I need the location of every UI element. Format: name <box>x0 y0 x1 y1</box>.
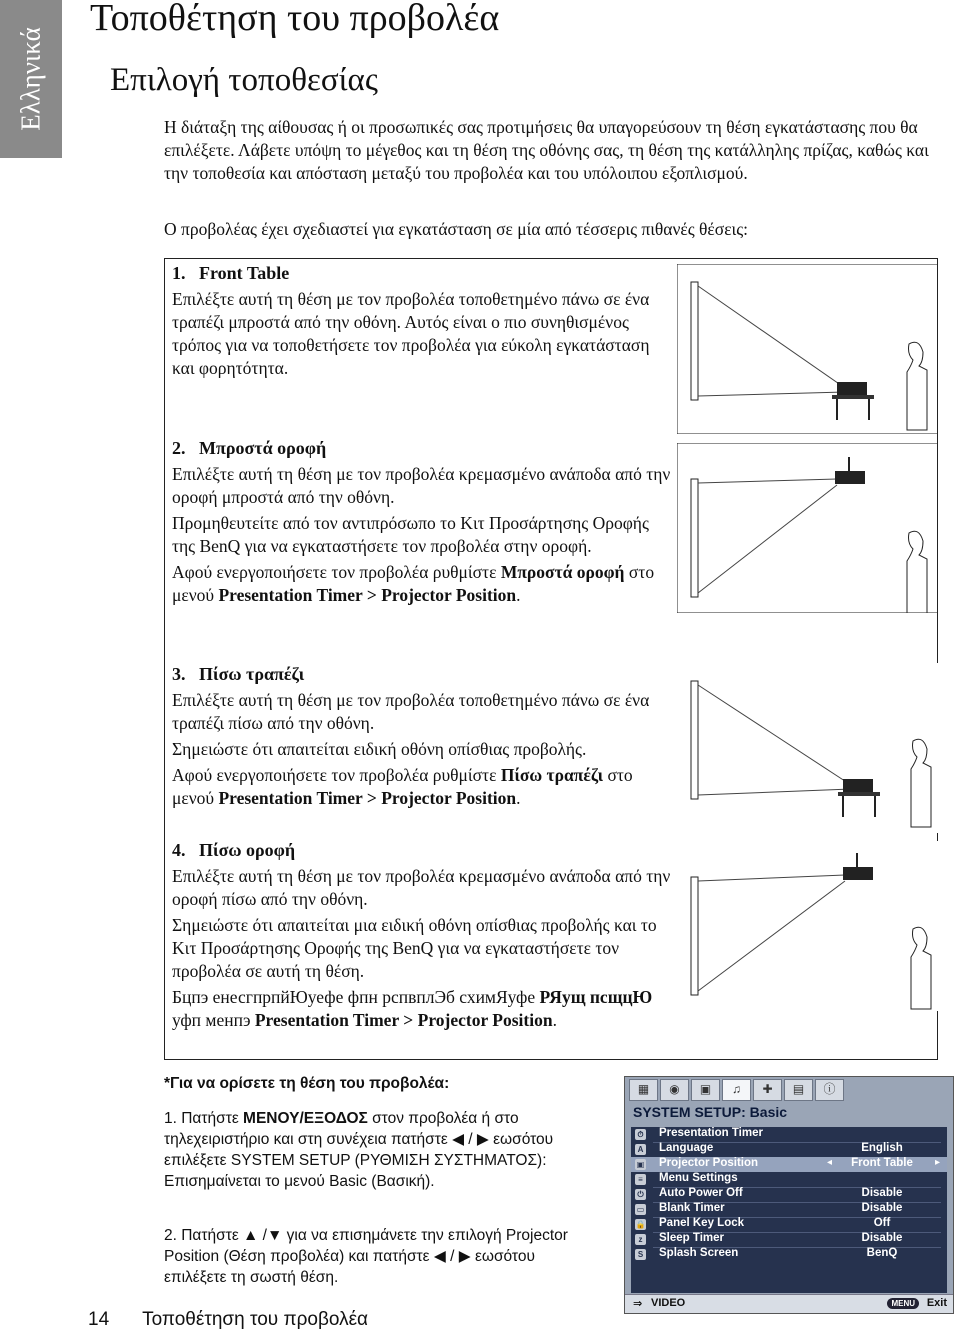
section-heading: 1. Front Table <box>172 263 290 283</box>
menu-key-icon[interactable]: MENU <box>887 1298 919 1309</box>
language-icon: A <box>635 1144 646 1155</box>
osd-row-presentation-timer[interactable]: ⏱ Presentation Timer <box>631 1127 947 1142</box>
front-ceiling-illustration <box>677 443 938 613</box>
osd-tab-system-advanced-icon[interactable]: ▤ <box>784 1079 813 1101</box>
section-front-ceiling <box>172 437 672 610</box>
section-heading: 2. Μπροστά οροφή <box>172 438 327 458</box>
rear-ceiling-illustration <box>677 841 938 1011</box>
right-arrow-icon[interactable]: ▸ <box>935 1157 941 1168</box>
section-subtitle: Επιλογή τοποθεσίας <box>110 62 378 98</box>
osd-list <box>631 1127 947 1293</box>
section-text: Επιλέξτε αυτή τη θέση με τον προβολέα τοποθετημένο πάνω σε ένα τραπέζι μπροστά από την οθόνη. Αυτός είναι ο πιο συνηθισμένος τρόπος για να τοποθετήσετε τον προβολέα για εύκολη εγκατάσταση και φορητότητα. <box>172 289 650 378</box>
projector-position-icon: ▣ <box>636 1160 645 1169</box>
sleep-icon: z <box>635 1234 646 1245</box>
blank-icon: ▭ <box>636 1205 645 1214</box>
section-text: Επιλέξτε αυτή τη θέση με τον προβολέα κρεμασμένο ανάποδα από την οροφή μπροστά από την οθόνη. <box>172 464 671 507</box>
osd-row-sleep-timer[interactable]: z Sleep Timer Disable <box>631 1232 947 1247</box>
section-heading: 4. Πίσω οροφή <box>172 840 296 860</box>
section-text: Σημειώστε ότι απαιτείται ειδική οθόνη οπίσθιας προβολής. <box>172 739 587 759</box>
osd-row-blank-timer[interactable]: ▭ Blank Timer Disable <box>631 1202 947 1217</box>
osd-row-language[interactable]: A Language English <box>631 1142 947 1157</box>
instructions-heading: *Για να ορίσετε τη θέση του προβολέα: <box>164 1075 450 1092</box>
front-table-illustration <box>677 264 938 434</box>
positions-intro: Ο προβολέας έχει σχεδιαστεί για εγκατάσταση σε μία από τέσσερις πιθανές θέσεις: <box>164 219 749 239</box>
osd-row-projector-position[interactable]: ▣ Projector Position ◂ Front Table ▸ <box>631 1157 947 1172</box>
section-text: Επιλέξτε αυτή τη θέση με τον προβολέα τοποθετημένο πάνω σε ένα τραπέζι πίσω από την οθόνη. <box>172 690 650 733</box>
osd-row-panel-key-lock[interactable]: 🔒 Panel Key Lock Off <box>631 1217 947 1232</box>
menu-settings-icon: ≡ <box>635 1174 646 1185</box>
osd-exit[interactable]: Exit <box>926 1297 947 1309</box>
osd-title: SYSTEM SETUP: Basic <box>633 1104 788 1120</box>
language-label: Ελληνικά <box>15 27 46 131</box>
osd-tabs <box>625 1077 953 1099</box>
osd-row-menu-settings[interactable]: ≡ Menu Settings <box>631 1172 947 1187</box>
lock-icon: 🔒 <box>635 1220 646 1229</box>
splash-icon: S <box>635 1249 646 1260</box>
page-number: 14 <box>88 1309 110 1330</box>
osd-tab-system-icon[interactable]: ♫ <box>722 1079 751 1101</box>
osd-tab-picture-icon[interactable]: ◉ <box>660 1079 689 1101</box>
osd-row-splash-screen[interactable]: S Splash Screen BenQ <box>631 1247 947 1262</box>
intro-paragraph: Η διάταξη της αίθουσας ή οι προσωπικές σας προτιμήσεις θα υπαγορεύσουν τη θέση εγκατάστασης που θα επιλέξετε. Λάβετε υπόψη το μέγεθος και τη θέση της οθόνης σας, τη θέση της κατάλληλης πρίζας, καθώς και την τοποθεσία και απόσταση μεταξύ του προβολέα και του υπόλοιπου εξοπλισμού. <box>164 117 929 183</box>
section-text: Σημειώστε ότι απαιτείται μια ειδική οθόνη οπίσθιας προβολής και το Κιτ Προσάρτησης Οροφής της BenQ για να εγκαταστήσετε τον προβολέα σε αυτή τη θέση. <box>172 915 657 981</box>
section-front-table <box>172 262 672 383</box>
rear-table-illustration <box>677 663 938 833</box>
section-instruction: Бцпэ енесгпрпйЮуефе фпн рспвплЭб схимЯуфе РЯущ псщцЮ уфп менпэ Presentation Timer > Projector Position. <box>172 987 653 1030</box>
page-footer <box>88 1309 368 1331</box>
left-arrow-icon[interactable]: ◂ <box>827 1157 833 1168</box>
section-rear-table <box>172 663 672 813</box>
page-title: Τοποθέτηση του προβολέα <box>90 0 500 39</box>
osd-tab-source-icon[interactable]: ▣ <box>691 1079 720 1101</box>
osd-footer <box>625 1294 953 1313</box>
osd-tab-advanced-icon[interactable]: ✚ <box>753 1079 782 1101</box>
section-text: Προμηθευτείτε από τον αντιπρόσωπο το Κιτ Προσάρτησης Οροφής της BenQ για να εγκαταστήσετε τον προβολέα στην οροφή. <box>172 513 649 556</box>
language-tab <box>0 0 62 158</box>
section-rear-ceiling <box>172 839 672 1035</box>
power-icon: ⏻ <box>635 1189 646 1200</box>
osd-menu <box>624 1076 954 1314</box>
osd-source: VIDEO <box>651 1297 686 1309</box>
osd-tab-information-icon[interactable]: ⓘ <box>815 1079 844 1101</box>
section-text: Επιλέξτε αυτή τη θέση με τον προβολέα κρεμασμένο ανάποδα από την οροφή πίσω από την οθόνη. <box>172 866 671 909</box>
osd-row-auto-power-off[interactable]: ⏻ Auto Power Off Disable <box>631 1187 947 1202</box>
section-heading: 3. Πίσω τραπέζι <box>172 664 305 684</box>
timer-icon: ⏱ <box>635 1129 646 1140</box>
input-source-icon: ⇒ <box>633 1298 643 1310</box>
section-instruction: Αφού ενεργοποιήσετε τον προβολέα ρυθμίστε Μπροστά οροφή στο μενού Presentation Timer > Projector Position. <box>172 562 655 605</box>
osd-tab-display-icon[interactable]: ▦ <box>629 1079 658 1101</box>
instruction-step-2: 2. Πατήστε ▲ /▼ για να επισημάνετε την επιλογή Projector Position (Θέση προβολέα) και πατήστε ◀ / ▶ εωσότου επιλέξετε τη σωστή θέση. <box>164 1227 568 1286</box>
instruction-step-1: 1. Πατήστε ΜΕΝΟΥ/ΕΞΟΔΟΣ στον προβολέα ή στο τηλεχειριστήριο και στη συνέχεια πατήστε ◀ / ▶ εωσότου επιλέξετε SYSTEM SETUP (ΡΥΘΜΙΣΗ ΣΥΣΤΗΜΑΤΟΣ): Επισημαίνεται το μενού Basic (Βασική). <box>164 1110 554 1190</box>
section-instruction: Αφού ενεργοποιήσετε τον προβολέα ρυθμίστε Πίσω τραπέζι στο μενού Presentation Timer > Projector Position. <box>172 765 633 808</box>
chapter-title: Τοποθέτηση του προβολέα <box>142 1309 369 1330</box>
